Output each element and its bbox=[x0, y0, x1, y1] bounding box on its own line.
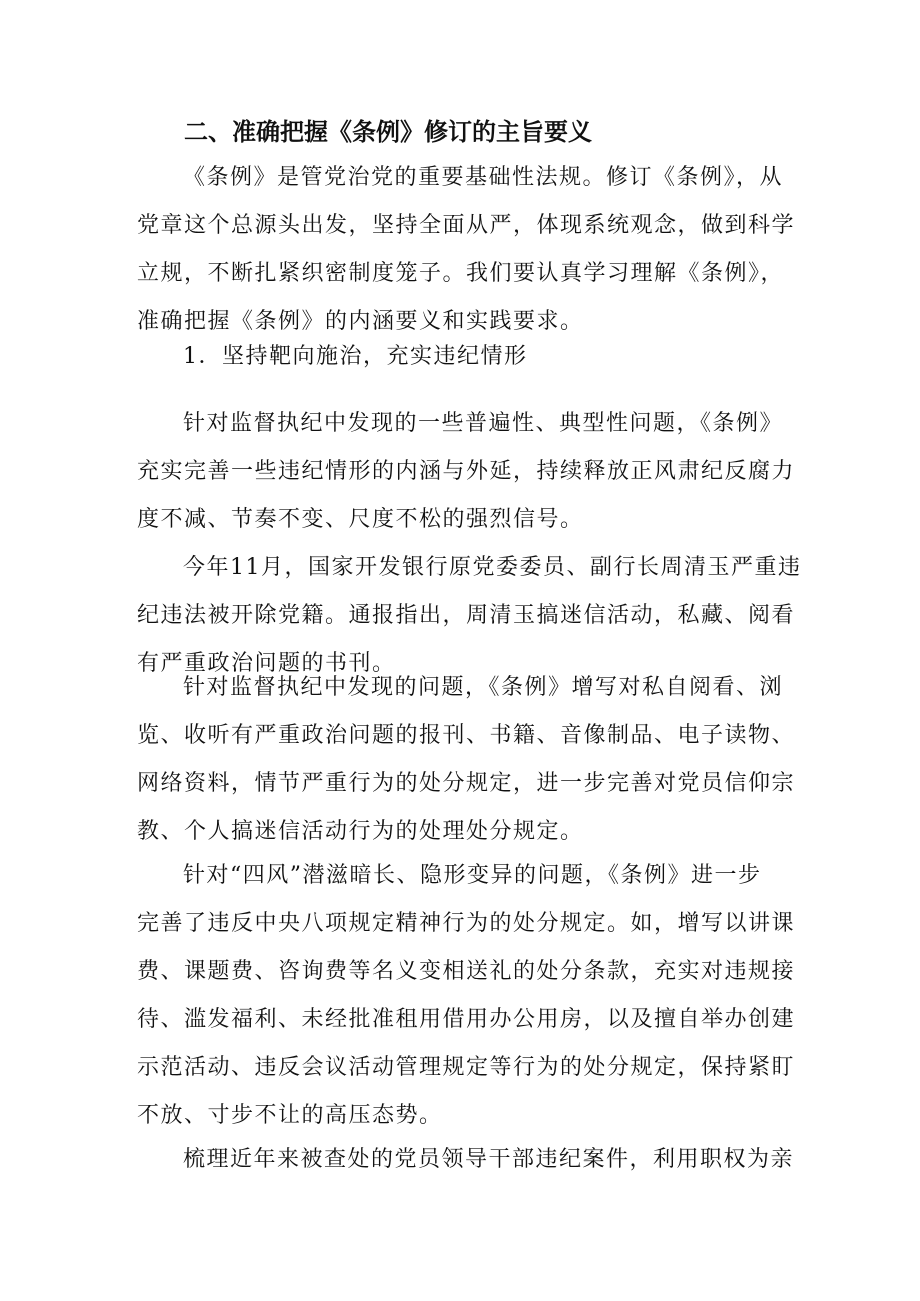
paragraph-line: 度不减、节奏不变、尺度不松的强烈信号。 bbox=[137, 507, 584, 532]
paragraph-2 bbox=[137, 400, 796, 544]
paragraph-line: 纪违法被开除党籍。通报指出，周清玉搞迷信活动，私藏、阅看 bbox=[137, 603, 796, 628]
section-heading: 二、准确把握《条例》修订的主旨要义 bbox=[184, 118, 592, 146]
paragraph-line: 针对监督执纪中发现的问题，《条例》增写对私自阅看、浏 bbox=[183, 675, 784, 700]
paragraph-line: 准确把握《条例》的内涵要义和实践要求。 bbox=[137, 309, 584, 334]
paragraph-line: 有严重政治问题的书刊。 bbox=[137, 651, 396, 676]
paragraph-line: 网络资料，情节严重行为的处分规定，进一步完善对党员信仰宗 bbox=[137, 771, 796, 796]
paragraph-4 bbox=[137, 664, 796, 856]
paragraph-line: 充实完善一些违纪情形的内涵与外延，持续释放正风肃纪反腐力 bbox=[137, 459, 796, 484]
paragraph-1 bbox=[137, 154, 796, 346]
paragraph-line: 梳理近年来被查处的党员领导干部违纪案件，利用职权为亲 bbox=[183, 1147, 795, 1172]
paragraph-line: 今年11月，国家开发银行原党委委员、副行长周清玉严重违 bbox=[183, 555, 802, 580]
paragraph-line: 费、课题费、咨询费等名义变相送礼的处分条款，充实对违规接 bbox=[137, 959, 796, 984]
paragraph-line: 教、个人搞迷信活动行为的处理处分规定。 bbox=[137, 819, 584, 844]
paragraph-line: 《条例》是管党治党的重要基础性法规。修订《条例》，从 bbox=[183, 165, 784, 190]
paragraph-6 bbox=[137, 1136, 795, 1184]
paragraph-line: 完善了违反中央八项规定精神行为的处分规定。如，增写以讲课 bbox=[137, 911, 796, 936]
paragraph-line: 针对监督执纪中发现的一些普遍性、典型性问题，《条例》 bbox=[183, 411, 784, 436]
paragraph-line: 针对“四风”潜滋暗长、隐形变异的问题，《条例》进一步 bbox=[183, 863, 762, 888]
paragraph-line: 待、滥发福利、未经批准租用借用办公用房，以及擅自举办创建 bbox=[137, 1007, 796, 1032]
paragraph-line: 不放、寸步不让的高压态势。 bbox=[137, 1103, 443, 1128]
paragraph-5 bbox=[137, 852, 796, 1140]
paragraph-line: 党章这个总源头出发，坚持全面从严，体现系统观念，做到科学 bbox=[137, 213, 796, 238]
paragraph-line: 览、收听有严重政治问题的报刊、书籍、音像制品、电子读物、 bbox=[137, 723, 796, 748]
paragraph-line: 立规，不断扎紧织密制度笼子。我们要认真学习理解《条例》， bbox=[137, 261, 785, 286]
paragraph-line: 示范活动、违反会议活动管理规定等行为的处分规定，保持紧盯 bbox=[137, 1055, 796, 1080]
subsection-heading: 1．坚持靶向施治，充实违纪情形 bbox=[183, 344, 528, 369]
